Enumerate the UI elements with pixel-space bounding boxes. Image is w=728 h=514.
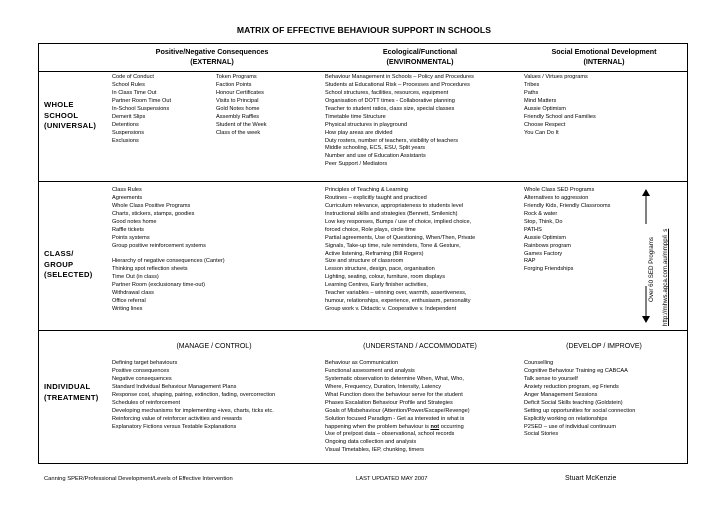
list-item: Code of Conduct — [112, 74, 154, 80]
list-item: Lesson structure, design, pace, organisation — [325, 266, 435, 273]
emphasis-not: not — [430, 423, 440, 430]
list-item: Systematic observation to determine When, What, Who, — [325, 375, 464, 382]
subheader-manage-control: (MANAGE / CONTROL) — [176, 343, 252, 350]
list-item: Suspensions — [112, 129, 145, 136]
list-item: Timetable time Structure — [325, 113, 386, 120]
list-item: Anger Management Sessions — [524, 391, 598, 398]
text-span: happening when the problem behaviour is — [325, 423, 429, 430]
header-internal — [520, 47, 688, 67]
list-item: Active listening, Reframing (Bill Rogers) — [325, 250, 424, 257]
header-internal-title: Social Emotional Development — [551, 47, 657, 56]
list-item: Physical structures in playground — [325, 121, 408, 128]
list-item: Rainbows program — [524, 242, 571, 249]
list-item — [325, 424, 470, 432]
list-item: Cognitive Behaviour Training eg CABCAA — [524, 367, 628, 374]
list-item: Assembly Raffles — [216, 113, 260, 120]
header-external — [110, 47, 314, 67]
list-item: Low key responses, Bumps / use of choice, implied choice, — [325, 218, 472, 225]
list-item: Deficit Social Skills teaching (Goldstein) — [524, 399, 623, 406]
list-item: You Can Do It — [524, 129, 559, 136]
list-item: Routines – explicitly taught and practiced — [325, 194, 427, 201]
list-item: Learning Centres, Early finisher activities, — [325, 282, 428, 289]
list-item: Schedules of reinforcement — [112, 399, 181, 406]
list-item: Students at Educational Risk – Processes and Procedures — [325, 81, 470, 88]
list-item: Phases Escalation Behaviour Profile and Strategies — [325, 399, 453, 406]
list-item: In-School Suspensions — [112, 105, 170, 112]
list-item: Size and structure of classroom — [325, 258, 404, 265]
header-environmental-title: Ecological/Functional — [382, 47, 458, 56]
list-item: humour, relationships, experience, enthusiasm, personality — [325, 298, 471, 305]
list-item: forced choice, Role plays, circle time — [325, 226, 416, 233]
list-item: Points systems — [112, 234, 150, 241]
list-item: Number and use of Education Assistants — [325, 153, 426, 160]
list-item: Reinforcing value of reinforcer activities and rewards — [112, 415, 242, 422]
list-item: RAP — [524, 258, 536, 265]
list-item: Forging Friendships — [524, 266, 574, 273]
list-spacer — [112, 251, 225, 259]
list-item: Aussie Optimism — [524, 234, 566, 241]
list-item: What Function does the behaviour serve for the student — [325, 391, 463, 398]
class-sed-list — [524, 187, 610, 274]
list-item: Rock & water — [524, 210, 558, 217]
list-item: Anxiety reduction program, eg Friends — [524, 383, 619, 390]
header-divider — [38, 71, 688, 72]
list-item: Goals of Misbehaviour (Attention/Power/Escape/Revenge) — [325, 407, 470, 414]
list-item: School Rules — [112, 81, 145, 88]
footer-author: Stuart McKenzie — [565, 475, 617, 482]
list-item: Alternatives to aggression — [524, 194, 589, 201]
list-item: Social Stories — [524, 431, 559, 438]
list-item: Where, Frequency, Duration, Intensity, Latency — [325, 383, 442, 390]
sed-programs-link[interactable]: http://mhws.agca.com.au/mmpp/i_s — [662, 228, 669, 326]
row-label-line: WHOLE — [44, 100, 74, 109]
row-label-whole-school — [44, 100, 96, 132]
list-item: Whole Class SED Programs — [524, 187, 595, 193]
individual-develop-list — [524, 360, 635, 439]
list-item: Hierarchy of negative consequences (Canter) — [112, 258, 225, 265]
list-item: Behaviour as Communication — [325, 360, 399, 366]
list-item: Writing lines — [112, 306, 143, 313]
whole-sed-list — [524, 74, 596, 138]
row-label-line: GROUP — [44, 259, 74, 269]
list-item: Friendly School and Families — [524, 113, 596, 120]
list-item: Exclusions — [112, 137, 139, 144]
list-item: Lighting, seating, colour, furniture, room displays — [325, 274, 446, 281]
list-item: Partial agreements, Use of Questioning, When/Then, Private — [325, 234, 476, 241]
list-item: Partner Room (exclusionary time-out) — [112, 282, 205, 289]
sed-programs-note: Over 60 SED Programs — [648, 237, 655, 302]
row-label-line: (TREATMENT) — [44, 392, 99, 402]
row-label-line: SCHOOL — [44, 110, 79, 120]
list-item: Use of pre/post data – observational, school records — [325, 431, 455, 438]
list-item: Group positive reinforcement systems — [112, 242, 206, 249]
list-item: Time Out (in class) — [112, 274, 159, 281]
list-item: Curriculum relevance, appropriateness to students level — [325, 202, 464, 209]
row-divider-class — [38, 330, 688, 331]
subheader-understand-accommodate: (UNDERSTAND / ACCOMMODATE) — [363, 343, 477, 350]
list-item: Visits to Principal — [216, 97, 259, 104]
header-external-sub: (EXTERNAL) — [190, 57, 234, 66]
class-consequences-list — [112, 187, 225, 314]
list-item: Instructional skills and strategies (Bennett, Smilenich) — [325, 210, 458, 217]
list-item: Counselling — [524, 360, 554, 366]
list-item: Behaviour Management in Schools – Policy and Procedures — [325, 74, 474, 80]
list-item: Peer Support / Mediators — [325, 161, 388, 168]
list-item: Negative consequences — [112, 375, 172, 382]
list-item: Good notes home — [112, 218, 157, 225]
list-item: Principles of Teaching & Learning — [325, 187, 408, 193]
footer-updated: LAST UPDATED MAY 2007 — [356, 476, 428, 482]
list-item: Mind Matters — [524, 97, 557, 104]
list-item: Positive consequences — [112, 367, 170, 374]
list-item: Teacher to student ratios, class size, special classes — [325, 105, 455, 112]
list-item: Class Rules — [112, 187, 142, 193]
whole-environmental-list — [325, 74, 474, 169]
list-item: Organisation of DOTT times - Collaborative planning — [325, 97, 455, 104]
list-item: Explanatory Fictions versus Testable Explanations — [112, 423, 237, 430]
list-item: Explicitly working on relationships — [524, 415, 608, 422]
list-item: Signals, Take-up time, rule reminders, Tone & Gesture, — [325, 242, 461, 249]
list-item: How play areas are divided — [325, 129, 393, 136]
list-item: Group work v. Didactic v. Cooperative v. Independent — [325, 306, 457, 313]
list-item: Charts, stickers, stamps, goodies — [112, 210, 195, 217]
list-item: PATHS — [524, 226, 542, 233]
list-item: Raffle tickets — [112, 226, 144, 233]
list-item: Developing mechanisms for implementing +ives, charts, ticks etc. — [112, 407, 274, 414]
list-item: Teacher variables – winning over, warmth, assertiveness, — [325, 290, 467, 297]
list-item: P2SED – use of individual continuum — [524, 423, 617, 430]
list-item: Talk sense to yourself — [524, 375, 578, 382]
footer-path: Canning SPER/Professional Development/Levels of Effective Intervention — [44, 476, 233, 482]
list-item: Choose Respect — [524, 121, 566, 128]
row-label-line: (SELECTED) — [44, 270, 93, 279]
list-item: Defining target behaviours — [112, 360, 178, 366]
row-label-line: INDIVIDUAL — [44, 382, 91, 391]
list-item: Faction Points — [216, 81, 252, 88]
header-environmental — [320, 47, 520, 67]
text-span: occurring — [440, 423, 464, 430]
list-item: Middle schooling, ECS, ESU, Split years — [325, 145, 426, 152]
list-item: Honour Certificates — [216, 89, 264, 96]
list-item: Setting up opportunities for social connection — [524, 407, 636, 414]
whole-consequences-list-a — [112, 74, 171, 145]
list-item: Solution focused Paradigm - Get as interested in what is — [325, 415, 465, 422]
row-label-individual — [44, 382, 99, 403]
list-item: Student of the Week — [216, 121, 267, 128]
list-item: Ongoing data collection and analysis — [325, 439, 417, 446]
list-item: Response cost, shaping, pairing, extinction, fading, overcorrection — [112, 391, 276, 398]
row-label-line: (UNIVERSAL) — [44, 121, 97, 130]
list-item: Gold Notes home — [216, 105, 260, 112]
list-item: Whole Class Positive Programs — [112, 202, 191, 209]
list-item: Paths — [524, 89, 539, 96]
individual-manage-list — [112, 360, 275, 431]
list-item: Class of the week — [216, 129, 261, 136]
page-title: MATRIX OF EFFECTIVE BEHAVIOUR SUPPORT IN SCHOOLS — [236, 25, 492, 35]
row-label-line: CLASS/ — [44, 249, 74, 258]
whole-consequences-list-b — [216, 74, 267, 138]
class-environmental-list — [325, 187, 475, 314]
list-item: Values / Virtues programs — [524, 74, 588, 80]
list-item: Standard Individual Behaviour Management Plans — [112, 383, 237, 390]
subheader-develop-improve: (DEVELOP / IMPROVE) — [566, 343, 642, 350]
list-item: Token Programs — [216, 74, 257, 80]
header-environmental-sub: (ENVIRONMENTAL) — [386, 57, 454, 66]
list-item: Withdrawal class — [112, 290, 154, 297]
list-item: Functional assessment and analysis — [325, 367, 415, 374]
row-label-class-group — [44, 249, 93, 281]
individual-understand-list — [325, 360, 470, 455]
list-item: Duty rosters, number of teachers, visibility of teachers — [325, 137, 459, 144]
list-item: Stop, Think, Do — [524, 218, 563, 225]
list-item: Detentions — [112, 121, 139, 128]
list-item: Thinking spot reflection sheets — [112, 266, 188, 273]
list-item: Visual Timetables, IEP, chunking, timers — [325, 447, 424, 454]
header-external-title: Positive/Negative Consequences — [155, 47, 269, 56]
list-item: Tribes — [524, 81, 540, 88]
list-item: Office referral — [112, 298, 146, 305]
list-item: In Class Time Out — [112, 89, 157, 96]
row-divider-whole — [38, 181, 688, 182]
list-item: School structures, facilities, resources, equipment — [325, 89, 449, 96]
list-item: Partner Room Time Out — [112, 97, 172, 104]
list-item: Friendly Kids, Friendly Classrooms — [524, 202, 611, 209]
list-item: Aussie Optimism — [524, 105, 566, 112]
list-item: Demerit Slips — [112, 113, 146, 120]
list-item: Games Factory — [524, 250, 563, 257]
list-item: Agreements — [112, 194, 143, 201]
header-internal-sub: (INTERNAL) — [583, 57, 625, 66]
